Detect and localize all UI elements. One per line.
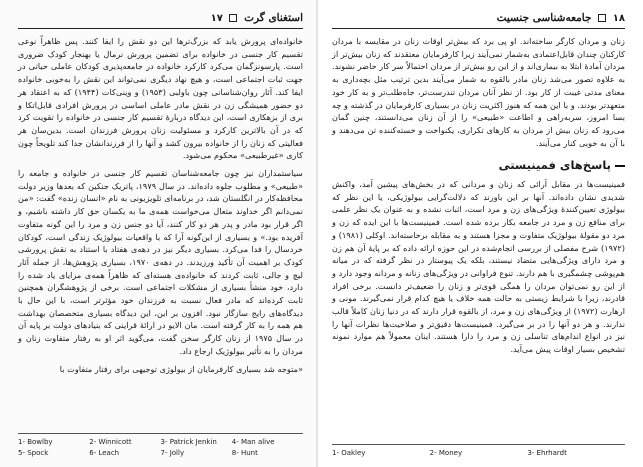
footnote-row	[18, 437, 303, 448]
right-page	[318, 0, 643, 467]
footnote: 8- Hunt	[231, 449, 258, 457]
paragraph: سیاستمداران نیز چون جامعه‌شناسان تقسیم کار جنسی در خانواده و جامعه را «طبیعی» و مطلوب جلوه داده‌اند. در سال ۱۹۷۹، پاتریک جنکین که بعدها وزیر دولت محافظه‌کار در انگلستان شد، در برنامه‌ای تلویزیونی به نام «انسان زنده» گفت: «من نمی‌دانم اگر خداوند متعال می‌خواست همه‌ی ما به یکسان حق کار داشته باشیم، و اگر قرار بود مادر و پدر هر دو کار کنند، آیا دو جنس زن و مرد را این گونه متفاوت آفریده بود.» و بسیاری از این‌گونه آرا که با واقعیات بیولوژیک زندگی است، کودکان خردسال را فدا می‌کرد. بسیاری دیگر نیز در دهه‌ی هفتاد با استناد به نقش پرورشی کودک بر اهمیت آن تأکید ورزیدند. در دهه‌ی ۱۹۷۰، بسیاری پژوهش‌ها، از جمله آثار لیچ و جالی، ثابت کردند که خانواده‌ی هسته‌ای که ظاهراً همه‌ی مزایای یاد شده را دارد، خود منشأ بسیاری از مشکلات اجتماعی است. برخی از پژوهشگران همچنین ثابت کرده‌اند که مادر فعال نسبت به فرزندان خود مؤثرتر است، با این حال با دیدگاه‌های رایج سازگار نبود. افزون بر این، این دیدگاه بسیاری متخصصان بهداشت هم همه را به کار گرفته است. مان الایو در ارائهٔ قراینی که بنیادهای دولت بر پایه آن در سال ۱۹۷۵ از زنان کارگر سخن گفت، می‌گوید اثر او به رفتار متفاوت زنان و مردان را به تأثیر بیولوژیک ارجاع داد.	[18, 168, 303, 356]
footnote: 6- Leach	[89, 449, 120, 457]
left-header-title: استغنای گرت	[244, 12, 303, 24]
heading-bar-icon	[615, 165, 625, 167]
left-page-body	[18, 35, 303, 375]
footnote: 2- Winnicott	[89, 438, 132, 446]
left-page-number: ۱۷	[210, 13, 223, 24]
right-page-number: ۱۸	[612, 13, 625, 24]
footnote: 7- Jolly	[160, 449, 185, 457]
right-header-title-group	[497, 12, 625, 24]
paragraph: «متوجه شد بسیاری کارفرمایان از بیولوژی توجیهی برای رفتار متفاوت با	[59, 363, 303, 374]
footnote-row	[332, 448, 625, 459]
left-footnotes	[18, 433, 303, 459]
right-page-body	[332, 35, 625, 356]
paragraph: زنان و مردان کارگر ساخته‌اند. او پی برد که بیش‌تر اوقات زنان در مقایسه با مردان کارکنان چندان قابل‌اعتمادی به‌شمار نمی‌آیند زیرا کارفرمایان معتقدند که زنان بیش‌تر از مردان آمادهٔ ابتلا به بیماری‌اند و از این رو بیش‌تر از مردان احتمالاً سر کار حاضر نشوند. به علاوه تصور می‌شد زنان مادر بالقوه به شمار می‌آیند بدین ترتیب مثل بچه‌داری به معنای مدتی غیبت از کار بود. از نظر آنان مردان تندرست‌تر، جاه‌طلب‌تر و به کار خود متعهدتر بودند. و با این همه که هنوز اکثریت زنان در بسیاری کارفرمایان در گذشته و چه بسا امروز، سربه‌راهی و اطاعت «طبیعی» را از آن زنان می‌دانستند، چنین گمان می‌رود که زنان بیش از مردان به کارهای تکراری، یکنواخت و خسته‌کننده تن می‌دهند و با آن به خوبی کنار می‌آیند.	[332, 36, 625, 148]
footnote: 4- Man alive	[231, 438, 275, 446]
right-header-title: جامعه‌شناسی جنسیت	[496, 12, 592, 24]
square-icon	[598, 14, 606, 22]
footnote: 5- Spock	[18, 449, 49, 457]
right-page-header	[332, 10, 625, 29]
left-header-title-group	[211, 12, 303, 24]
footnote: 3- Ehrhardt	[527, 449, 567, 457]
section-heading	[332, 159, 625, 172]
footnote: 1- Oakley	[332, 449, 366, 457]
right-footnotes	[332, 444, 625, 459]
section-title: پاسخ‌های فمینیستی	[498, 158, 611, 173]
footnote: 3- Patrick Jenkin	[160, 438, 217, 446]
square-icon	[229, 14, 237, 22]
footnote-row	[18, 448, 303, 459]
paragraph: فمینیست‌ها در مقابل آرائی که زنان و مردانی که در بخش‌های پیشین آمد، واکنش شدیدی نشان داده‌اند. آنها بر این باورند که دلالت‌گرایی بیولوژیکی، یا این نظر که بیولوژی تعیین‌کنندهٔ ویژگی‌های زن و مرد است، اثبات نشده و به عنوان یک نظر علمی برای منافع زن و مرد در جامعه بکار برده شده است. فمینیست‌ها با این ایده که زن و مرد دو مقولهٔ بیولوژیک متفاوت و مجزا هستند و به مقابله برخاسته‌اند. اوکلی (۱۹۸۱) و (۱۹۷۲) شرح مفصلی از بررسی انجام‌شده در این حوزه ارائه داده که بر پایهٔ آن هم زن و مرد دارای ویژگی‌هایی متضاد نیستند، بلکه یک پیوستار در نظر گرفته که در میانه هم‌پوشی چشمگیری با هم دارند. تنوع فراوانی در ویژگی‌های زنانه و مردانه وجود دارد و از این رو نمی‌توان مردان را همگی قوی‌تر و زنان را ضعیف‌تر دانست. برخی افراد قادرند، زیرا با شرایط زیستی به حالت همه خلاف یا هیچ کدام قرار نمی‌گیرند. مونی و ارهارت (۱۹۷۲) از ویژگی‌های زن و مرد، از بالقوه قرار دارند که در دنیا زنان کاملاً قالب ندارند. و هر دو آنها را در بر می‌گیرد. فمینیست‌ها دقیق‌تر و صلاحیت‌ها نظرات آنها را نیز در انواع اندام‌های تناسلی زن و مرد را دارا هستند. اینان معمولاً هم موارد نمونه تشخیص بسیار اوقات پیش می‌آید.	[332, 179, 625, 355]
footnote: 1- Bowlby	[18, 438, 53, 446]
left-page-header	[18, 10, 303, 29]
footnote: 2- Money	[429, 449, 463, 457]
paragraph: خانواده‌ای پرورش یابد که بزرگ‌ترها این دو نقش را ایفا کنند. پس ظاهراً نوعی تقسیم کار جنسی در خانواده برای تضمین پرورش نرمال یا بهنجار کودک ضروری است. پارسونز‌گمان می‌کرد کارکرد خانواده در جامعه‌پذیری کودکان عاملی حیاتی در جهت ثبات اجتماعی است، و هیچ نهاد دیگری نمی‌تواند این نقش را به‌خوبی خانواده ایفا کند. آثار روان‌شناسانی چون باولبی (۱۹۵۳) و وینی‌کات (۱۹۴۴) که به اعتقاد هر دو حضور همیشگی زن در نقش مادر عاملی اساسی در پرورش افرادی قابل‌اتکا و بری از بزهکاری است، این دیدگاه دربارهٔ تقسیم کار جنسی در خانواده را تقویت کرد که در آن بالاترین کارکرد و مسئولیت زنان پرورش فرزندان است. بدین‌سان هر فعالیتی که زنان را از خانواده بیرون کشد و آنها را از فرزندانشان جدا کند تلویحاً چون کاری «غیرطبیعی» محکوم می‌شود.	[18, 36, 304, 161]
left-page	[0, 0, 317, 467]
